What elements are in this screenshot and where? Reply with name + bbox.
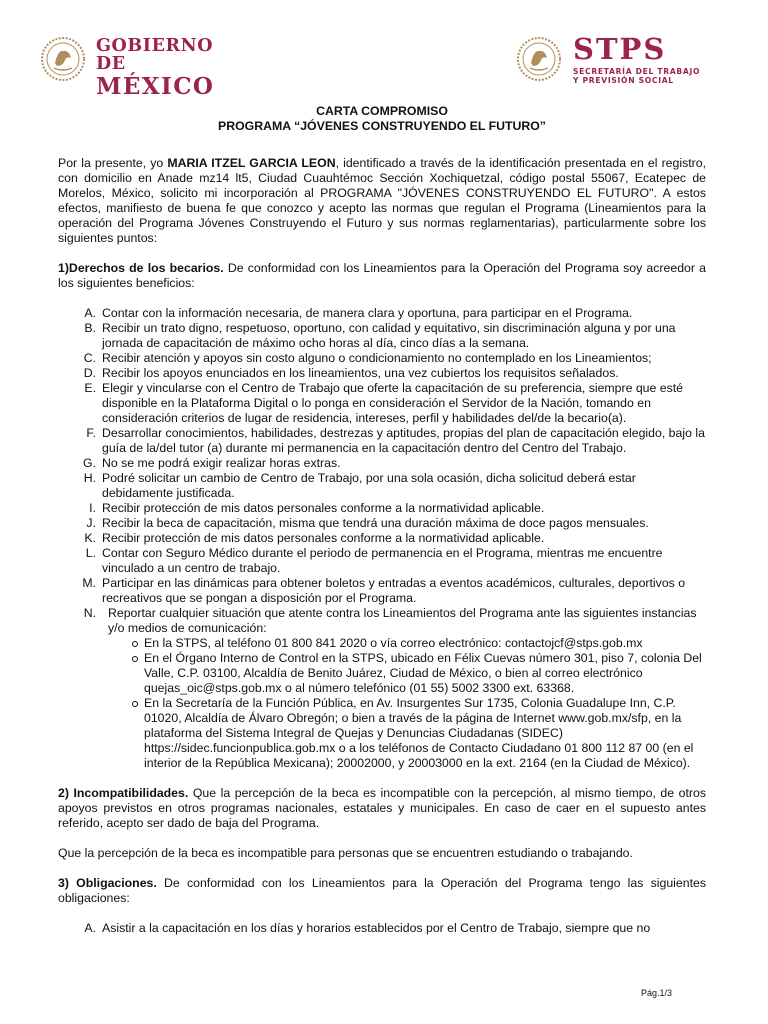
list-item: [58, 456, 706, 471]
list-item-text: No se me podrá exigir realizar horas extras.: [102, 456, 341, 470]
applicant-name: MARIA ITZEL GARCIA LEON: [167, 156, 336, 170]
list-item: [58, 531, 706, 546]
list-marker: D.: [83, 366, 96, 380]
section1-heading: 1)Derechos de los becarios.: [58, 261, 224, 275]
section3-text: De conformidad con los Lineamientos para la Operación del Programa tengo las siguientes obligaciones:: [58, 876, 706, 905]
list-item-text: Recibir atención y apoyos sin costo alguno o condicionamiento no contemplado en los Lineamientos;: [102, 351, 652, 365]
list-marker: E.: [84, 381, 96, 395]
list-marker: A.: [84, 921, 96, 935]
section2-note: Que la percepción de la beca es incompatible para personas que se encuentren estudiando o trabajando.: [58, 846, 633, 860]
list-item-text: Reportar cualquier situación que atente contra los Lineamientos del Programa ante las siguientes instancias y/o medios de comunicación:: [108, 606, 697, 635]
list-item-text: Podré solicitar un cambio de Centro de Trabajo, por una sola ocasión, dicha solicitud deberá estar debidamente justificada.: [102, 471, 636, 500]
list-item-text: Contar con la información necesaria, de manera clara y oportuna, para participar en el Programa.: [102, 306, 633, 320]
list-item: [58, 426, 706, 456]
list-item: En la Secretaría de la Función Pública, en Av. Insurgentes Sur 1735, Colonia Guadalupe Inn, C.P. 01020, Alcaldía de Álvaro Obregón; o bien a través de la página de Internet www.gob.mx/sfp, en la plataforma del Sistema Integral de Quejas y Denuncias Ciudadanas (SIDEC) https://sidec.funcionpublica.gob.mx o a los teléfonos de Contacto Ciudadano 01 800 112 87 00 (en el interior de la República Mexicana); 20002000, y 20003000 en la ext. 2164 (en la Ciudad de México).: [130, 696, 706, 771]
list-item: [58, 576, 706, 606]
list-marker: J.: [86, 516, 96, 530]
list-marker: F.: [86, 426, 96, 440]
stps-logo: [516, 34, 716, 86]
list-item-text: Recibir un trato digno, respetuoso, oportuno, con calidad y equitativo, sin discriminación alguna y por una jornada de capacitación de máximo ocho horas al día, cinco días a la semana.: [102, 321, 676, 350]
list-marker: H.: [83, 471, 96, 485]
report-channels-list: [58, 636, 706, 771]
list-item: En la STPS, al teléfono 01 800 841 2020 o vía correo electrónico: contactojcf@stps.gob.mx: [130, 636, 706, 651]
section2-heading: 2) Incompatibilidades.: [58, 786, 189, 800]
page-number: Pág.1/3: [641, 988, 673, 998]
national-seal-icon: [516, 36, 562, 82]
list-item-text: Participar en las dinámicas para obtener boletos y entradas a eventos académicos, culturales, deportivos o recreativos que se pongan a disposición por el Programa.: [102, 576, 686, 605]
list-marker: G.: [83, 456, 96, 470]
stps-subtitle-line1: SECRETARÍA DEL TRABAJO: [573, 67, 701, 76]
list-marker: N.: [83, 606, 96, 620]
list-item: [58, 606, 706, 636]
list-marker: K.: [84, 531, 96, 545]
section1-text: De conformidad con los Lineamientos para la Operación del Programa soy acreedor a los siguientes beneficios:: [58, 261, 706, 290]
section3-paragraph: [58, 876, 706, 906]
list-item: [58, 921, 706, 936]
intro-pre: Por la presente, yo: [58, 156, 168, 170]
list-item: En el Órgano Interno de Control en la STPS, ubicado en Félix Cuevas número 301, piso 7, colonia Del Valle, C.P. 03100, Alcaldía de Benito Juárez, Ciudad de México, o bien al correo electrónico quejas_oic@stps.gob.mx o al número telefónico (01 55) 5002 3300 ext. 63368.: [130, 651, 706, 696]
national-seal-icon: [40, 36, 86, 82]
obligations-list: [58, 921, 706, 936]
list-item: [58, 306, 706, 321]
list-marker: M.: [82, 576, 96, 590]
page-header: [0, 0, 768, 100]
list-item: [58, 546, 706, 576]
stps-subtitle-line2: Y PREVISIÓN SOCIAL: [573, 76, 674, 85]
list-item: [58, 501, 706, 516]
section3-heading: 3) Obligaciones.: [58, 876, 157, 890]
list-item: [58, 516, 706, 531]
document-body: [58, 104, 706, 936]
rights-list: [58, 306, 706, 636]
gobierno-logo-line2: MÉXICO: [96, 73, 215, 100]
list-item-text: Asistir a la capacitación en los días y horarios establecidos por el Centro de Trabajo, siempre que no: [102, 921, 651, 935]
list-item-text: Recibir la beca de capacitación, misma que tendrá una duración máxima de doce pagos mensuales.: [102, 516, 649, 530]
list-marker: C.: [83, 351, 96, 365]
section2-text: Que la percepción de la beca es incompatible con la percepción, al mismo tiempo, de otros apoyos previstos en otros programas nacionales, estatales y municipales. En caso de caer en el supuesto antes referido, acepto ser dado de baja del Programa.: [58, 786, 706, 830]
gobierno-de-mexico-logo: [40, 34, 230, 100]
section1-paragraph: [58, 261, 706, 291]
list-marker: I.: [89, 501, 96, 515]
list-item: [58, 366, 706, 381]
list-marker: A.: [84, 306, 96, 320]
list-item-text: Desarrollar conocimientos, habilidades, destrezas y aptitudes, propias del plan de capacitación elegido, bajo la guía de la/del tutor (a) durante mi permanencia en la capacitación dentro del Centro del Trabajo.: [102, 426, 705, 455]
list-marker: B.: [84, 321, 96, 335]
list-item-text: Recibir protección de mis datos personales conforme a la normatividad aplicable.: [102, 531, 545, 545]
list-item-text: Recibir los apoyos enunciados en los lineamientos, una vez cubiertos los requisitos señalados.: [102, 366, 619, 380]
gobierno-logo-line1: GOBIERNO DE: [96, 36, 214, 74]
intro-post: , identificado a través de la identificación presentada en el registro, con domicilio en Anade mz14 lt5, Ciudad Cuauhtémoc Sección Xochiquetzal, código postal 55067, Ecatepec de Morelos, México, solicito mi incorporación al PROGRAMA "JÓVENES CONSTRUYENDO EL FUTURO". A estos efectos, manifiesto de buena fe que conozco y acepto las normas que regulan el Programa (Lineamientos para la operación del Programa Jóvenes Construyendo el Futuro y sus normas reglamentarias), particularmente sobre los siguientes puntos:: [58, 156, 706, 245]
document-title: CARTA COMPROMISO: [316, 104, 448, 118]
stps-logo-name: STPS: [573, 32, 667, 66]
list-item: [58, 381, 706, 426]
list-item-text: Recibir protección de mis datos personales conforme a la normatividad aplicable.: [102, 501, 545, 515]
document-subtitle: PROGRAMA “JÓVENES CONSTRUYENDO EL FUTURO”: [218, 119, 546, 133]
intro-paragraph: [58, 156, 706, 246]
gobierno-logo-text: [96, 38, 230, 98]
stps-logo-subtitle: [573, 67, 723, 85]
list-item: [58, 471, 706, 501]
list-item-text: Contar con Seguro Médico durante el periodo de permanencia en el Programa, mientras me encuentre vinculado a un centro de trabajo.: [102, 546, 663, 575]
section2-paragraph: [58, 786, 706, 831]
list-item-text: Elegir y vincularse con el Centro de Trabajo que oferte la capacitación de su preferencia, siempre que esté disponible en la Plataforma Digital o lo ponga en consideración el Servidor de la Nación, tomando en consideración criterios de lugar de residencia, intereses, perfil y habilidades del/de la becario(a).: [102, 381, 684, 425]
list-item: [58, 321, 706, 351]
list-item: [58, 351, 706, 366]
list-marker: L.: [85, 546, 96, 560]
